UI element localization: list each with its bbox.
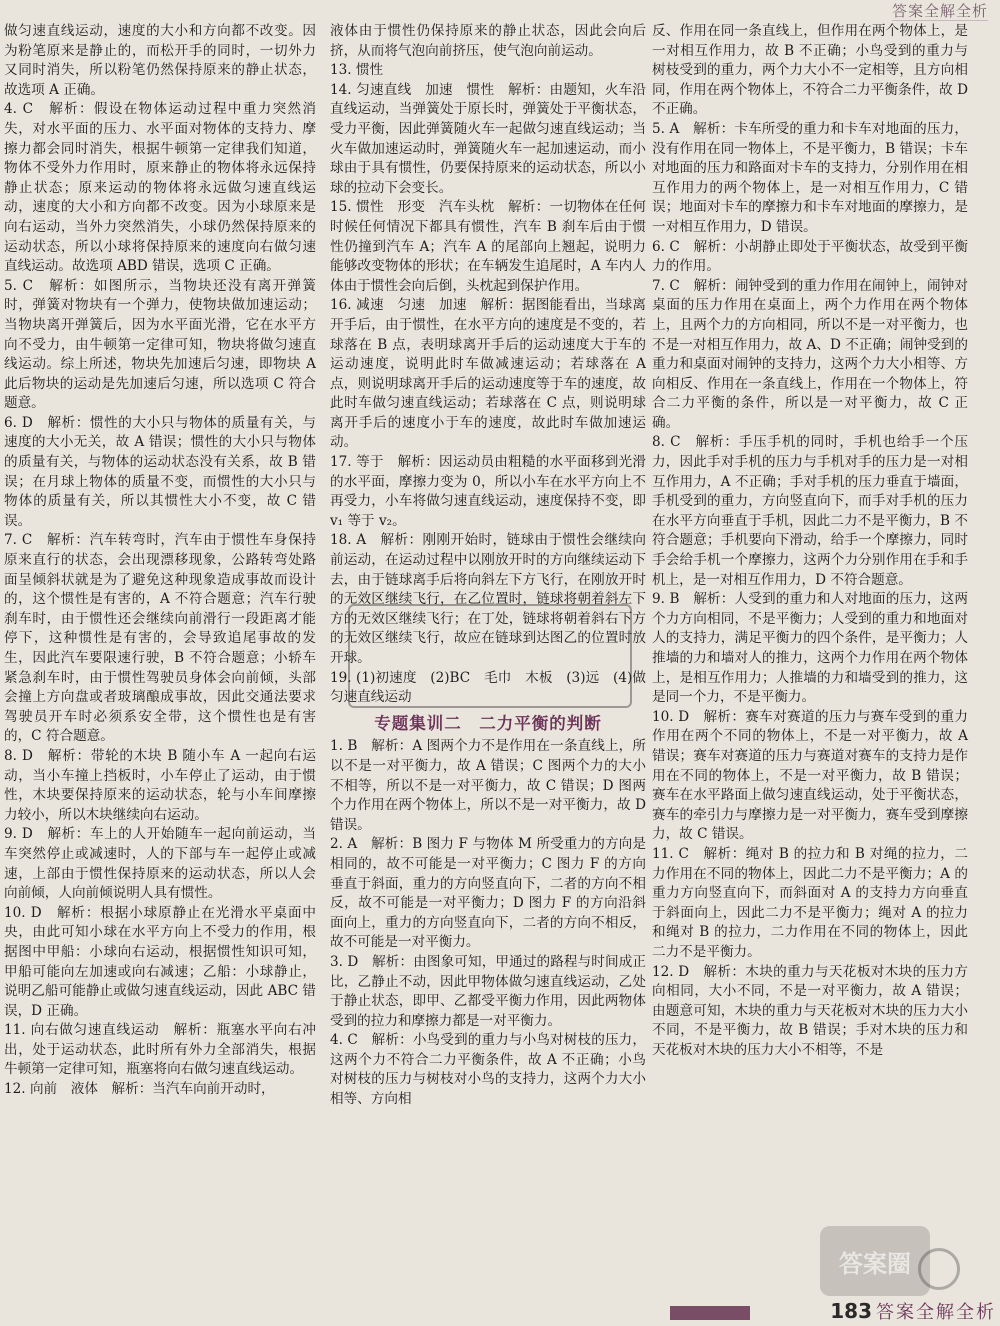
answer-item: 做匀速直线运动，速度的大小和方向都不改变。因为粉笔原来是静止的，而松开手的同时，一切外力又同时消失，所以粉笔仍然保持原来的静止状态，故选项 A 正确。 bbox=[4, 23, 316, 98]
answer-item: 15. 惯性 形变 汽车头枕 解析：一切物体在任何时候任何情况下都具有惯性，汽车 B 刹车后由于惯性仍撞到汽车 A；汽车 A 的尾部向上翘起，说明力能够改变物体的形状；在车辆发生追尾时，A 车内人体由于惯性会向后倒，头枕起到保护作用。 bbox=[330, 199, 646, 294]
answer-item: 6. D 解析：惯性的大小只与物体的质量有关，与速度的大小无关，故 A 错误；惯性的大小只与物体的质量有关，与物体的运动状态没有关系，故 B 错误；在月球上物体的质量不变，而惯性的大小只与物体的质量有关，所以其惯性大小不变，故 C 错误。 bbox=[4, 414, 316, 529]
answer-item: 17. 等于 解析：因运动员由粗糙的水平面移到光滑的水平面，摩擦力变为 0，所以小车在水平方向上不再受力，小车将做匀速直线运动，速度保持不变，即 v₁ 等于 v₂。 bbox=[330, 454, 646, 529]
answer-item: 2. A 解析：B 图力 F 与物体 M 所受重力的方向是相同的，故不可能是一对平衡力；C 图力 F 的方向垂直于斜面，重力的方向竖直向下，二者的方向不相反，故不可能是一对平衡力；D 图力 F 的方向沿斜面向上，重力的方向竖直向下，二者的方向不相反，故不可能是一对平衡力。 bbox=[330, 836, 646, 951]
column-middle bbox=[330, 22, 646, 1110]
answer-item: 19. (1)初速度 (2)BC 毛巾 木板 (3)远 (4)做匀速直线运动 bbox=[330, 669, 646, 706]
answer-item: 1. B 解析：A 图两个力不是作用在一条直线上，所以不是一对平衡力，故 A 错误；C 图两个力的大小不相等，所以不是一对平衡力，故 C 错误；D 图两个力作用在两个物体上，所以不是一对平衡力，故 D 错误。 bbox=[330, 738, 646, 833]
watermark-circle-icon bbox=[918, 1248, 960, 1290]
running-header: 答案全解全析 bbox=[891, 2, 988, 20]
answer-item: 12. 向前 液体 解析：当汽车向前开动时， bbox=[4, 1081, 275, 1098]
answer-item: 9. B 解析：人受到的重力和人对地面的压力，这两个力方向相同，不是平衡力；人受到的重力和地面对人的支持力，满足平衡力的四个条件，是平衡力；人推墙的力和墙对人的推力，这两个力作用在两个物体上，是相互作用力；人推墙的力和墙受到的推力，这是同一个力，不是平衡力。 bbox=[652, 591, 968, 706]
answer-item: 9. D 解析：车上的人开始随车一起向前运动，当车突然停止或减速时，人的下部与车一起停止或减速，上部由于惯性保持原来的运动状态，所以人会向前倾，人向前倾说明人具有惯性。 bbox=[4, 826, 316, 902]
watermark-logo: 答案圈 bbox=[820, 1226, 930, 1296]
answer-item: 3. D 解析：由图象可知，甲通过的路程与时间成正比，乙静止不动，因此甲物体做匀速直线运动，乙处于静止状态，即甲、乙都受平衡力作用，因此两物体受到的拉力和摩擦力都是一对平衡力。 bbox=[330, 953, 646, 1029]
answer-item: 液体由于惯性仍保持原来的静止状态，因此会向后挤，从而将气泡向前挤压，使气泡向前运动。 bbox=[330, 23, 646, 59]
answer-item: 7. C 解析：闹钟受到的重力作用在闹钟上，闹钟对桌面的压力作用在桌面上，两个力作用在两个物体上，且两个力的方向相同，所以不是一对平衡力，也不是一对相互作用力，故 A、D 不正确；闹钟受到的重力和桌面对闹钟的支持力，这两个力大小相等、方向相反、作用在一条直线上，作用在一个物体上，符合二力平衡的条件，所以是一对平衡力，故 C 正确。 bbox=[652, 277, 968, 431]
answer-item: 12. D 解析：木块的重力与天花板对木块的压力方向相同，大小不同，不是一对平衡力，故 A 错误；由题意可知，木块的重力与天花板对木块的压力大小不同，不是平衡力，故 B 错误；手对木块的压力和天花板对木块的压力大小不相等，不是 bbox=[652, 963, 968, 1058]
answer-item: 8. D 解析：带轮的木块 B 随小车 A 一起向右运动，当小车撞上挡板时，小车停止了运动，由于惯性，木块要保持原来的运动状态，轮与小车间摩擦力较小，所以木块继续向右运动。 bbox=[4, 747, 316, 823]
column-left bbox=[4, 22, 316, 1100]
column-right bbox=[652, 22, 968, 1060]
answer-item: 16. 减速 匀速 加速 解析：据图能看出，当球离开手后，由于惯性，在水平方向的速度是不变的，若球落在 B 点，表明球离开手后的运动速度大于车的运动速度，说明此时车做减速运动；若球落在 A 点，则说明球离开手后的运动速度等于车的速度，故此时车做匀速直线运动；若球落在 C 点，则说明球离开手后的速度小于车的速度，故此时车做加速运动。 bbox=[330, 297, 646, 451]
answer-item: 13. 惯性 bbox=[330, 62, 384, 79]
answer-item: 11. 向右做匀速直线运动 解析：瓶塞水平向右冲出，处于运动状态，此时所有外力全部消失，根据牛顿第一定律可知，瓶塞将向右做匀速直线运动。 bbox=[4, 1022, 316, 1078]
answer-item: 反、作用在同一条直线上，但作用在两个物体上，是一对相互作用力，故 B 不正确；小鸟受到的重力与树枝受到的重力，两个力大小不一定相等，且方向相同，作用在两个物体上，不符合二力平衡条件，故 D 不正确。 bbox=[652, 23, 968, 118]
answer-item: 4. C 解析：小鸟受到的重力与小鸟对树枝的压力，这两个力不符合二力平衡条件，故 A 不正确；小鸟对树枝的压力与树枝对小鸟的支持力，这两个力大小相等、方向相 bbox=[330, 1032, 646, 1108]
section-title: 专题集训二 二力平衡的判断 bbox=[374, 713, 602, 733]
answer-item: 5. A 解析：卡车所受的重力和卡车对地面的压力，没有作用在同一物体上，不是平衡力，B 错误；卡车对地面的压力和路面对卡车的支持力，分别作用在相互作用力的两个物体上，是一对相互作用力，C 错误；地面对卡车的摩擦力和卡车对地面的摩擦力，是一对相互作用力，D 错误。 bbox=[652, 120, 968, 235]
page-number: 183 bbox=[830, 1299, 872, 1323]
answer-item: 14. 匀速直线 加速 惯性 解析：由题知，火车沿直线运动，当弹簧处于原长时，弹簧处于平衡状态，受力平衡，因此弹簧随火车一起做匀速直线运动；当火车做加速运动时，弹簧随火车一起加速运动，而小球由于具有惯性，仍要保持原来的运动状态，所以小球的拉动下会变长。 bbox=[330, 81, 646, 196]
answer-item: 10. D 解析：根据小球原静止在光滑水平桌面中央，由此可知小球在水平方向上不受力的作用，根据图中甲船：小球向右运动，根据惯性知识可知，甲船可能向左加速或向右减速；乙船：小球静止，说明乙船可能静止或做匀速直线运动，因此 ABC 错误，D 正确。 bbox=[4, 904, 316, 1019]
answer-item: 18. A 解析：刚刚开始时，链球由于惯性会继续向前运动，在运动过程中以刚放开时的方向继续运动下去，由于链球离手后将向斜左下方飞行，在刚放开时的无效区继续飞行，在乙位置时，链球将朝着斜左下方的无效区继续飞行；在丁处，链球将朝着斜右下方的无效区继续飞行，故应在链球到达图乙的位置时放开球。 bbox=[330, 532, 646, 666]
answer-item: 7. C 解析：汽车转弯时，汽车由于惯性车身保持原来直行的状态，会出现漂移现象，公路转弯处路面呈倾斜状就是为了避免这种现象造成事故而设计的，这个惯性是有害的，A 不符合题意；汽车行驶刹车时，由于惯性还会继续向前滑行一段距离才能停下，这种惯性是有害的，会导致追尾事故的发生，因此汽车要限速行驶，B 不符合题意；小轿车紧急刹车时，由于惯性驾驶员身体会向前倾，头部会撞上方向盘或者玻璃酿成事故，因此交通法要求驾驶员开车时必须系安全带，这个惯性也是有害的，C 符合题意。 bbox=[4, 532, 316, 745]
answer-item: 8. C 解析：手压手机的同时，手机也给手一个压力，因此手对手机的压力与手机对手的压力是一对相互作用力，A 不正确；手对手机的压力垂直于墙面，手机受到的重力，方向竖直向下，而手对手机的压力在水平方向垂直于手机，因此二力不是平衡力，B 不符合题意；手机要向下滑动，给手一个摩擦力，同时手会给手机一个摩擦力，这两个力分别作用在手和手机上，是一对相互作用力，D 不符合题意。 bbox=[652, 434, 968, 588]
answer-item: 11. C 解析：绳对 B 的拉力和 B 对绳的拉力，二力作用在不同的物体上，因此二力不是平衡力；A 的重力方向竖直向下，而斜面对 A 的支持力方向垂直于斜面向上，因此二力不是平衡力；绳对 A 的拉力和绳对 B 的拉力，二力作用在不同的物体上，因此二力不是平衡力。 bbox=[652, 845, 968, 960]
answer-item: 6. C 解析：小胡静止即处于平衡状态，故受到平衡力的作用。 bbox=[652, 238, 968, 275]
page-footer bbox=[670, 1296, 1000, 1326]
footer-color-bar bbox=[670, 1306, 750, 1320]
answer-item: 5. C 解析：如图所示，当物块还没有离开弹簧时，弹簧对物块有一个弹力，使物块做加速运动；当物块离开弹簧后，因为水平面光滑，它在水平方向不受力，由牛顿第一定律可知，物块将做匀速直线运动。综上所述，物块先加速后匀速，即物块 A 此后物块的运动是先加速后匀速，所以选项 C 符合题意。 bbox=[4, 277, 316, 412]
answer-item: 10. D 解析：赛车对赛道的压力与赛车受到的重力作用在两个不同的物体上，不是一对平衡力，故 A 错误；赛车对赛道的压力与赛道对赛车的支持力是作用在不同的物体上，不是一对平衡力，故 B 错误；赛车在水平路面上做匀速直线运动，处于平衡状态，赛车的牵引力与摩擦力是一对平衡力，赛车受到摩擦力，故 C 错误。 bbox=[652, 708, 968, 843]
footer-label: 答案全解全析 bbox=[876, 1302, 996, 1323]
answer-item: 4. C 解析：假设在物体运动过程中重力突然消失，对水平面的压力、水平面对物体的支持力、摩擦力都会同时消失，根据牛顿第一定律我们知道，物体不受外力作用时，原来静止的物体将永远保持静止状态；原来运动的物体将永远做匀速直线运动，速度的大小和方向都不改变。因为小球原来是向右运动，当外力突然消失，小球仍然保持原来的运动状态，所以小球将保持原来的速度向右做匀速直线运动。故选项 ABD 错误，选项 C 正确。 bbox=[4, 101, 316, 275]
